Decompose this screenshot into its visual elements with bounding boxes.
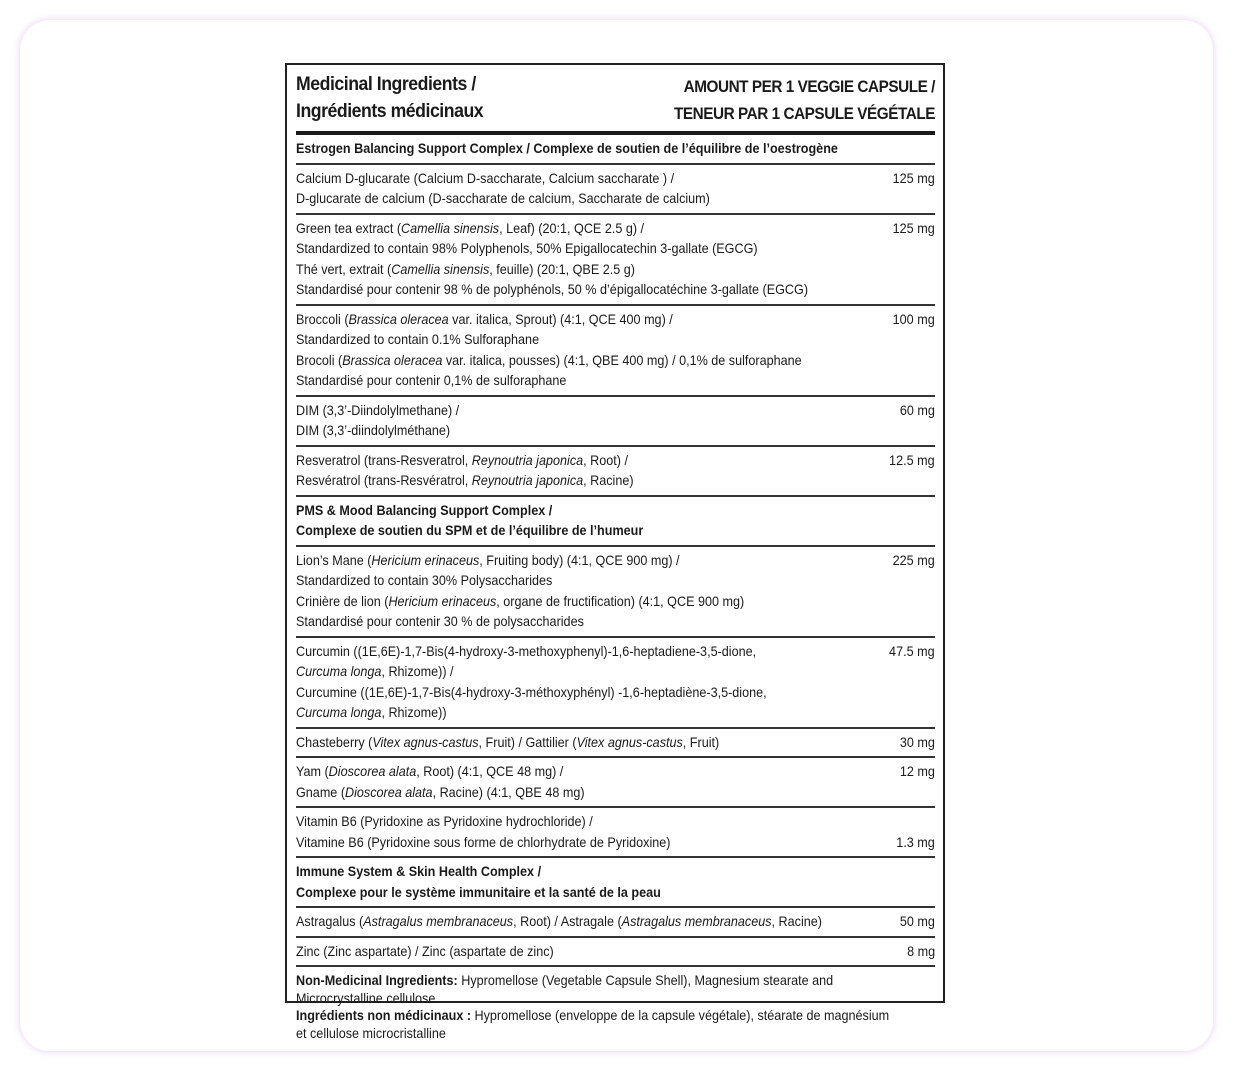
ingredient-text <box>296 911 836 932</box>
ingredient-text <box>296 641 826 723</box>
section-immune <box>296 858 935 908</box>
ingredient-line: Standardisé pour contenir 98 % de polyphénols, 50 % d’épigallocatéchine 3-gallate (EGCG) <box>296 281 809 297</box>
text-span: Hypromellose (enveloppe de la capsule végétale), stéarate de magnésium <box>471 1007 890 1023</box>
ingredient-line <box>296 550 829 571</box>
text-span: , Root) / Astragale ( <box>513 913 622 929</box>
ingredient-amount: 1.3 mg <box>896 833 935 850</box>
nonmed-fr-label: Ingrédients non médicinaux : <box>296 1007 472 1023</box>
ingredient-text <box>296 168 829 209</box>
section-title: Estrogen Balancing Support Complex / Complexe de soutien de l’équilibre de l’oestrogène <box>296 140 838 156</box>
text-span: , Root) / <box>583 451 628 468</box>
ingredient-line <box>296 350 829 371</box>
ingredient-line: Calcium D-glucarate (Calcium D-saccharate, Calcium saccharate ) / <box>296 169 675 186</box>
header-amount <box>674 71 935 127</box>
ingredient-line: Standardisé pour contenir 0,1% de sulforaphane <box>296 372 567 388</box>
section-title: PMS & Mood Balancing Support Complex / <box>296 501 553 518</box>
ingredient-amount: 12.5 mg <box>889 451 935 468</box>
text-span: Resvératrol (trans-Resvératrol, <box>296 472 472 488</box>
panel-header <box>296 71 935 135</box>
section-estrogen <box>296 135 935 165</box>
text-span: Chasteberry ( <box>296 733 373 750</box>
non-medicinal-ingredients <box>296 967 935 1047</box>
ingredient-text <box>296 550 829 632</box>
text-span: Hypromellose (Vegetable Capsule Shell), Magnesium stearate and <box>457 972 834 988</box>
ingredient-text <box>296 450 826 491</box>
latin-name: Dioscorea alata <box>345 783 433 800</box>
text-span: Gname ( <box>296 783 346 800</box>
ingredient-amount: 60 mg <box>899 401 935 418</box>
latin-name: Astragalus membranaceus <box>621 913 772 929</box>
nonmed-fr-line1 <box>296 1007 890 1025</box>
ingredient-line: Vitamine B6 (Pyridoxine sous forme de chlorhydrate de Pyridoxine) <box>296 833 671 850</box>
ingredient-line: D-glucarate de calcium (D-saccharate de calcium, Saccharate de calcium) <box>296 190 710 206</box>
latin-name: Vitex agnus-castus <box>372 733 479 750</box>
ingredient-amount: 100 mg <box>892 310 935 327</box>
latin-name: Astragalus membranaceus <box>363 913 514 929</box>
latin-name: Reynoutria japonica <box>471 451 584 468</box>
ingredient-line: Standardisé pour contenir 30 % de polysaccharides <box>296 613 584 629</box>
text-span: Lion’s Mane ( <box>296 551 372 568</box>
ingredient-line <box>296 591 829 612</box>
ingredient-line <box>296 450 826 471</box>
ingredient-line <box>296 218 829 239</box>
nonmed-fr-line2: et cellulose microcristalline <box>296 1024 446 1041</box>
ingredient-row-chasteberry <box>296 729 935 759</box>
ingredient-line <box>296 661 826 682</box>
ingredient-row-resveratrol <box>296 447 935 497</box>
text-span: var. italica, pousses) (4:1, QBE 400 mg) / 0,1% de sulforaphane <box>442 351 802 368</box>
ingredient-line <box>296 470 826 491</box>
ingredient-line: Standardized to contain 0.1% Sulforaphane <box>296 331 540 347</box>
ingredient-amount: 30 mg <box>899 733 935 750</box>
latin-name: Camellia sinensis <box>401 219 500 236</box>
text-span: , Root) (4:1, QCE 48 mg) / <box>416 763 564 779</box>
text-span: Yam ( <box>296 763 329 779</box>
ingredient-row-green-tea <box>296 215 935 306</box>
nonmed-en-line1 <box>296 972 871 990</box>
text-span: Thé vert, extrait ( <box>296 260 392 277</box>
ingredient-text <box>296 811 833 852</box>
header-title <box>296 71 483 125</box>
latin-name: Hericium erinaceus <box>371 551 480 568</box>
ingredient-line: Standardized to contain 30% Polysaccharides <box>296 572 553 588</box>
ingredient-text <box>296 732 836 753</box>
text-span: , Rhizome)) / <box>381 663 454 679</box>
text-span: , Racine) <box>771 913 822 929</box>
ingredient-text <box>296 941 843 962</box>
latin-name: Curcuma longa <box>296 704 382 720</box>
text-span: , Rhizome)) <box>381 704 447 720</box>
latin-name: Brassica oleracea <box>342 351 443 368</box>
section-pms <box>296 497 935 547</box>
ingredient-line <box>296 702 826 723</box>
ingredient-line <box>296 782 836 803</box>
ingredient-text <box>296 761 836 802</box>
ingredient-row-zinc <box>296 938 935 968</box>
ingredient-line <box>296 911 836 932</box>
header-amount-fr: TENEUR PAR 1 CAPSULE VÉGÉTALE <box>674 104 935 123</box>
ingredient-row-lions-mane <box>296 547 935 638</box>
ingredient-row-dim <box>296 397 935 447</box>
section-title: Immune System & Skin Health Complex / <box>296 863 542 879</box>
ingredient-row-vitamin-b6 <box>296 808 935 858</box>
latin-name: Vitex agnus-castus <box>576 733 683 750</box>
text-span: Astragalus ( <box>296 913 364 929</box>
text-span: , Racine) <box>583 472 634 488</box>
text-span: Green tea extract ( <box>296 219 402 236</box>
text-span: , Fruiting body) (4:1, QCE 900 mg) / <box>479 551 680 568</box>
latin-name: Dioscorea alata <box>328 763 417 779</box>
text-span: Resveratrol (trans-Resveratrol, <box>296 451 472 468</box>
ingredient-line: DIM (3,3’-diindolylméthane) <box>296 422 451 438</box>
ingredient-line: DIM (3,3’-Diindolylmethane) / <box>296 401 460 418</box>
ingredient-amount: 50 mg <box>899 913 935 929</box>
ingredient-amount: 125 mg <box>892 219 935 236</box>
ingredient-amount: 12 mg <box>899 763 935 779</box>
ingredient-line <box>296 309 829 330</box>
ingredient-line: Vitamin B6 (Pyridoxine as Pyridoxine hydrochloride) / <box>296 813 593 829</box>
supplement-facts-panel <box>285 63 945 1041</box>
ingredient-text <box>296 400 836 441</box>
section-title: Complexe de soutien du SPM et de l’équilibre de l’humeur <box>296 522 644 538</box>
ingredient-amount: 8 mg <box>906 942 935 959</box>
ingredient-row-calcium <box>296 165 935 215</box>
ingredient-line <box>296 761 836 782</box>
header-amount-en: AMOUNT PER 1 VEGGIE CAPSULE / <box>683 77 935 96</box>
latin-name: Brassica oleracea <box>348 310 449 327</box>
latin-name: Camellia sinensis <box>391 260 490 277</box>
text-span: , organe de fructification) (4:1, QCE 900 mg) <box>496 592 745 609</box>
header-title-fr: Ingrédients médicinaux <box>296 101 484 122</box>
text-span: , Fruit) / Gattilier ( <box>478 733 577 750</box>
text-span: var. italica, Sprout) (4:1, QCE 400 mg) / <box>448 310 673 327</box>
ingredient-row-astragalus <box>296 908 935 938</box>
latin-name: Hericium erinaceus <box>388 592 497 609</box>
ingredient-line: Standardized to contain 98% Polyphenols, 50% Epigallocatechin 3-gallate (EGCG) <box>296 240 758 256</box>
ingredient-row-yam <box>296 758 935 808</box>
text-span: Broccoli ( <box>296 310 349 327</box>
text-span: , feuille) (20:1, QBE 2.5 g) <box>489 260 635 277</box>
header-title-en: Medicinal Ingredients / <box>296 74 476 95</box>
latin-name: Reynoutria japonica <box>471 472 584 488</box>
text-span: , Racine) (4:1, QBE 48 mg) <box>432 783 585 800</box>
ingredient-amount: 225 mg <box>892 551 935 568</box>
ingredient-line: Curcumine ((1E,6E)-1,7-Bis(4-hydroxy-3-méthoxyphényl) -1,6-heptadiène-3,5-dione, <box>296 683 767 700</box>
ingredient-amount: 125 mg <box>892 169 935 186</box>
text-span: , Fruit) <box>682 733 720 750</box>
ingredient-row-broccoli <box>296 306 935 397</box>
nonmed-en-label: Non-Medicinal Ingredients: <box>296 972 458 988</box>
ingredient-line: Zinc (Zinc aspartate) / Zinc (aspartate de zinc) <box>296 942 554 959</box>
text-span: Crinière de lion ( <box>296 592 389 609</box>
ingredient-row-curcumin <box>296 638 935 729</box>
nonmed-en-line2: Microcrystalline cellulose <box>296 989 436 1006</box>
ingredient-amount: 47.5 mg <box>889 642 935 659</box>
ingredient-line <box>296 259 829 280</box>
text-span: , Leaf) (20:1, QCE 2.5 g) / <box>499 219 645 236</box>
latin-name: Curcuma longa <box>296 663 382 679</box>
ingredient-text <box>296 309 829 391</box>
ingredient-line: Curcumin ((1E,6E)-1,7-Bis(4-hydroxy-3-methoxyphenyl)-1,6-heptadiene-3,5-dione, <box>296 642 757 659</box>
text-span: Brocoli ( <box>296 351 343 368</box>
ingredient-line <box>296 732 836 753</box>
ingredient-text <box>296 218 829 300</box>
section-title: Complexe pour le système immunitaire et la santé de la peau <box>296 883 661 900</box>
